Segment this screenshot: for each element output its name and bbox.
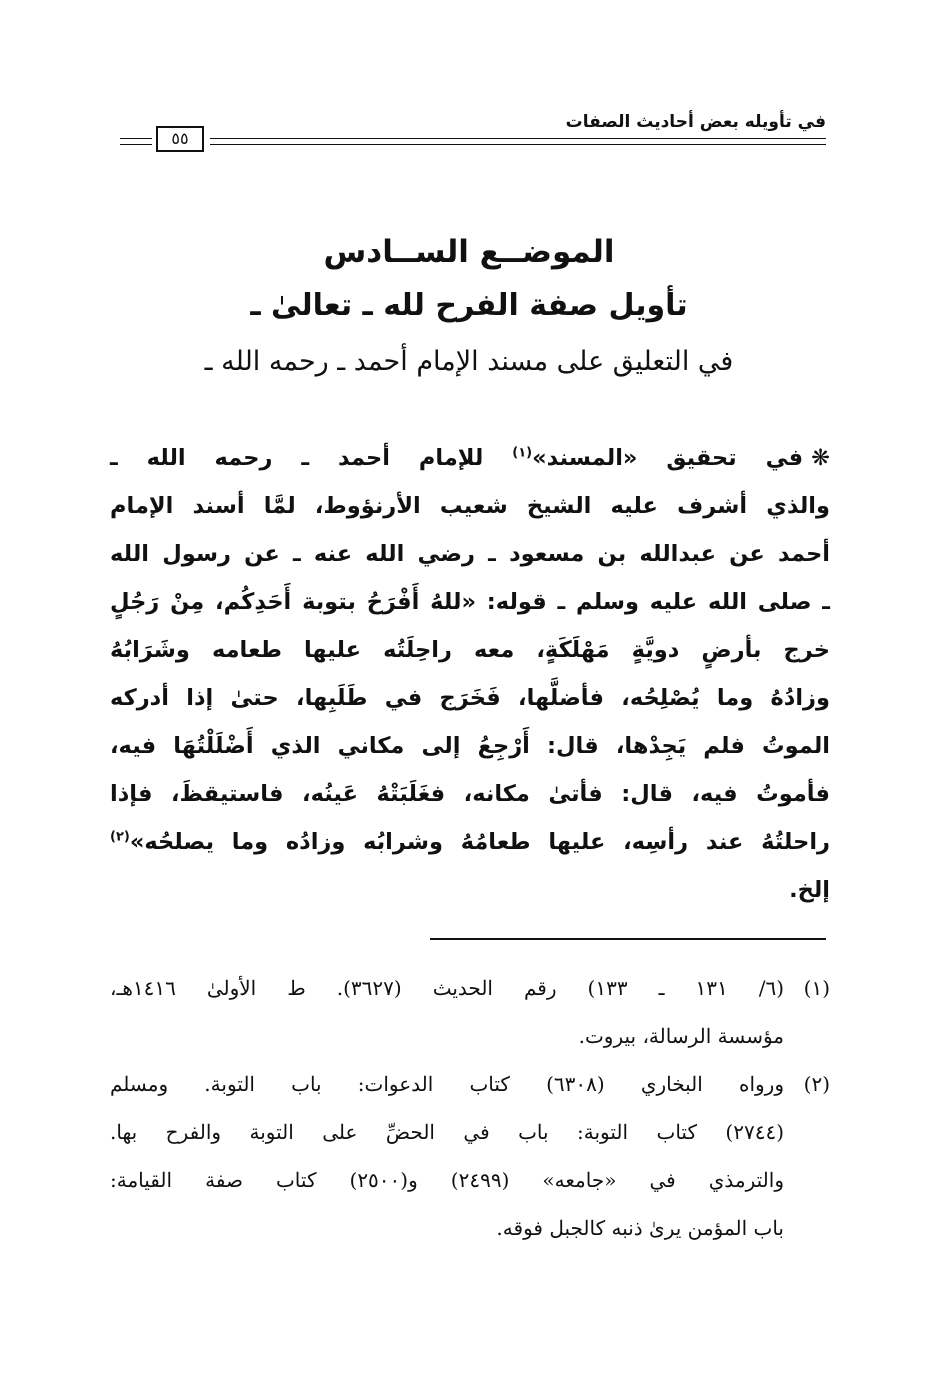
section-subtitle: في التعليق على مسند الإمام أحمد ـ رحمه الله ـ [204, 346, 734, 377]
footnote-ref[interactable]: (٢) [110, 829, 130, 845]
body-line: أحمد عن عبدالله بن مسعود ـ رضي الله عنه ـ عن رسول الله [110, 541, 830, 567]
running-title: في تأويله بعض أحاديث الصفات [565, 112, 826, 132]
section-number-title: الموضــع الســادس [323, 234, 615, 270]
section-title: تأويل صفة الفرح لله ـ تعالىٰ ـ [250, 288, 688, 323]
asterism-marker: ❋ [811, 445, 830, 471]
body-line: وزادُهُ وما يُصْلِحُه، فأضلَّها، فَخَرَج في طَلَبِها، حتىٰ إذا أدركه [110, 685, 830, 711]
body-line [110, 818, 830, 866]
page-number: ٥٥ [156, 126, 204, 152]
body-line-text: للإمام أحمد ـ رحمه الله ـ [110, 445, 513, 471]
footnote-line: (٦/ ١٣١ ـ ١٣٣) رقم الحديث (٣٦٢٧). ط الأولىٰ ١٤١٦هـ، [110, 976, 784, 1000]
footnote-line: باب المؤمن يرىٰ ذنبه كالجبل فوقه. [496, 1216, 784, 1240]
footnote-line: والترمذي في «جامعه» (٢٤٩٩) و(٢٥٠٠) كتاب صفة القيامة: [110, 1168, 784, 1192]
footnote-number: (٢) [803, 1072, 830, 1096]
running-header [112, 108, 826, 148]
footnote-separator [430, 938, 826, 940]
header-rule [210, 138, 826, 145]
footnote-line: مؤسسة الرسالة، بيروت. [578, 1024, 784, 1048]
section-heading [112, 226, 826, 390]
body-line-text: في تحقيق «المسند» [532, 445, 804, 471]
footnote [110, 1060, 830, 1252]
footnote-line: ورواه البخاري (٦٣٠٨) كتاب الدعوات: باب التوبة. ومسلم [110, 1072, 785, 1096]
header-rule-short [120, 138, 152, 145]
body-line: إلخ. [789, 877, 830, 903]
body-line: فأموتُ فيه، قال: فأتىٰ مكانه، فغَلَبَتْهُ عَينُه، فاستيقظَ، فإذا [110, 781, 830, 807]
footnote-line: (٢٧٤٤) كتاب التوبة: باب في الحضِّ على التوبة والفرح بها. [110, 1120, 784, 1144]
body-paragraph [110, 434, 830, 914]
body-line: والذي أشرف عليه الشيخ شعيب الأرنؤوط، لمَّا أسند الإمام [110, 493, 830, 519]
body-line: ـ صلى الله عليه وسلم ـ قوله: «للهُ أَفْرَحُ بتوبة أَحَدِكُم، مِنْ رَجُلٍ [110, 589, 830, 615]
footnotes [110, 964, 830, 1252]
body-line: الموتُ فلم يَجِدْها، قال: أَرْجِعُ إلى مكاني الذي أَضْلَلْتُهَا فيه، [110, 733, 830, 759]
body-line-text: راحلتُهُ عند رأسِه، عليها طعامُهُ وشرابُه وزادُه وما يصلحُه» [129, 829, 830, 855]
body-line [110, 434, 830, 482]
footnote-ref[interactable]: (١) [512, 445, 533, 461]
footnote [110, 964, 830, 1060]
body-line: خرج بأرضٍ دويَّةٍ مَهْلَكَةٍ، معه راحِلَتُه عليها طعامه وشَرَابُهُ [110, 637, 830, 663]
footnote-number: (١) [803, 976, 830, 1000]
